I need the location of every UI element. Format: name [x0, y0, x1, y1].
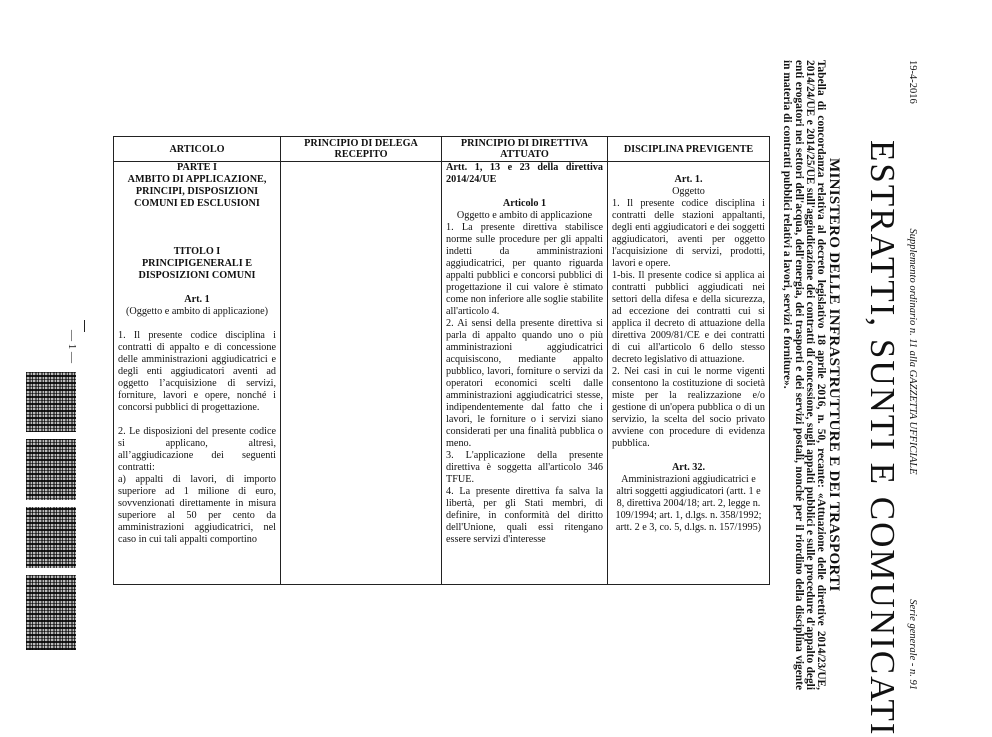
header-articolo: ARTICOLO — [114, 137, 281, 162]
title-name: PRINCIPIGENERALI E DISPOSIZIONI COMUNI — [138, 258, 256, 281]
prev-paragraph: 2. Nei casi in cui le norme vigenti consentono la costituzione di società miste per la realizzazione e/o gestione di un'opera pubblica o di un servizio, la scelta del socio privato avviene con procedure di evidenza pubblica. — [612, 366, 765, 449]
cell-articolo — [114, 162, 281, 585]
page-number: — 1 — — [66, 330, 78, 363]
intro-paragraph: Tabella di concordanza relativa al decreto legislativo 18 aprile 2016, n. 50, recante: «Attuazione delle direttive 2014/23/UE, 2014/24/UE e 2014/25/UE sull'aggiudicazione dei contratti di concessione, sugli appalti pubblici e sulle procedure d'appalto degli enti erogatori nei settori dell'acqua, dell'energia, dei trasporti e dei servizi postali, nonché per il riordino della disciplina vigente in materia di contratti pubblici relativi a lavori, servizi e forniture». — [781, 60, 827, 690]
header-disciplina-previgente: DISCIPLINA PREVIGENTE — [608, 137, 770, 162]
directive-paragraph: 1. La presente direttiva stabilisce norme sulle procedure per gli appalti indetti da amministrazioni aggiudicatrici, per quanto riguarda appalti pubblici e concorsi pubblici di progettazione il cui valore è stimato come non inferiore alle soglie stabilite all'articolo 4. — [446, 222, 603, 317]
prev-paragraph: 1-bis. Il presente codice si applica ai contratti pubblici aggiudicati nei settori della difesa e della sicurezza, ad eccezione dei contratti cui si applica il decreto di attuazione della direttiva 2009/81/CE e dei contratti di cui all'articolo 6 dello stesso decreto legislativo di attuazione. — [612, 270, 765, 365]
article-subject: (Oggetto e ambito di applicazione) — [125, 306, 268, 317]
cell-disciplina-previgente — [608, 162, 770, 585]
directive-article-number: Articolo 1 — [502, 198, 547, 209]
cell-principio-direttiva — [442, 162, 608, 585]
part-title: AMBITO DI APPLICAZIONE, PRINCIPI, DISPOSIZIONI COMUNI ED ESCLUSIONI — [127, 174, 267, 209]
page-number-rule-top — [84, 320, 85, 332]
article-paragraph: a) appalti di lavori, di importo superiore ad 1 milione di euro, sovvenzionati direttamente in misura superiore al 50 per cento da amministrazioni aggiudicatrici, nel caso in cui tali appalti comportino — [118, 474, 276, 545]
prev-article-number: Art. 1. — [674, 174, 703, 185]
ministry-title: MINISTERO DELLE INFRASTRUTTURE E DEI TRASPORTI — [826, 158, 842, 592]
directive-paragraph: 3. L'applicazione della presente direttiva è soggetta all'articolo 346 TFUE. — [446, 450, 603, 485]
article-paragraph: 1. Il presente codice disciplina i contratti di appalto e di concessione delle amministrazioni aggiudicatrici e degli enti aggiudicatori aventi ad oggetto l’acquisizione di servizi, forniture, lavori e opere, nonché i concorsi pubblici di progettazione. — [118, 330, 276, 413]
prev-article-subject: Amministrazioni aggiudicatrici e altri soggetti aggiudicatori (artt. 1 e 8, direttiva 2004/18; art. 2, legge n. 109/1994; art. 1, d.lgs. n. 358/1992; artt. 2 e 3, co. 5, d.lgs. n. 157/1995) — [615, 474, 762, 533]
supplement-label: Supplemento ordinario n. 11 alla GAZZETTA UFFICIALE — [907, 228, 918, 475]
page-header-line — [907, 60, 918, 690]
header-principio-delega: PRINCIPIO DI DELEGA RECEPITO — [281, 137, 442, 162]
title-label: TITOLO I — [173, 246, 221, 257]
prev-article-number: Art. 32. — [671, 462, 706, 473]
barcode-strip — [26, 372, 76, 650]
article-paragraph: 2. Le disposizioni del presente codice si applicano, altresì, all’aggiudicazione dei seguenti contratti: — [118, 426, 276, 473]
issue-date: 19-4-2016 — [907, 60, 918, 104]
part-label: PARTE I — [177, 162, 217, 173]
prev-paragraph: 1. Il presente codice disciplina i contratti delle stazioni appaltanti, degli enti aggiudicatori e dei soggetti aggiudicatori, aventi per oggetto l'acquisizione di servizi, prodotti, lavori e opere. — [612, 198, 765, 269]
prev-article-subject: Oggetto — [672, 186, 705, 197]
cell-principio-delega — [281, 162, 442, 585]
table-header-row — [114, 137, 770, 162]
table-row — [114, 162, 770, 585]
directive-paragraph: 2. Ai sensi della presente direttiva si parla di appalto quando uno o più amministrazioni aggiudicatrici acquisiscono, mediante appalto pubblico, lavori, forniture o servizi da operatori economici scelti dalle amministrazioni aggiudicatrici stesse, indipendentemente dal fatto che i lavori, le forniture o i servizi siano considerati per una finalità pubblica o meno. — [446, 318, 603, 449]
directive-article-subject: Oggetto e ambito di applicazione — [456, 210, 593, 221]
concordance-table — [113, 136, 770, 585]
directive-heading: Artt. 1, 13 e 23 della direttiva 2014/24/UE — [446, 162, 603, 185]
section-title: ESTRATTI, SUNTI E COMUNICATI — [863, 140, 902, 737]
header-principio-direttiva: PRINCIPIO DI DIRETTIVA ATTUATO — [442, 137, 608, 162]
directive-paragraph: 4. La presente direttiva fa salva la libertà, per gli Stati membri, di definire, in conformità del diritto dell'Unione, quali essi ritengano essere servizi d'interesse — [446, 486, 603, 545]
article-number: Art. 1 — [184, 294, 210, 305]
series-label: Serie generale - n. 91 — [907, 599, 918, 690]
